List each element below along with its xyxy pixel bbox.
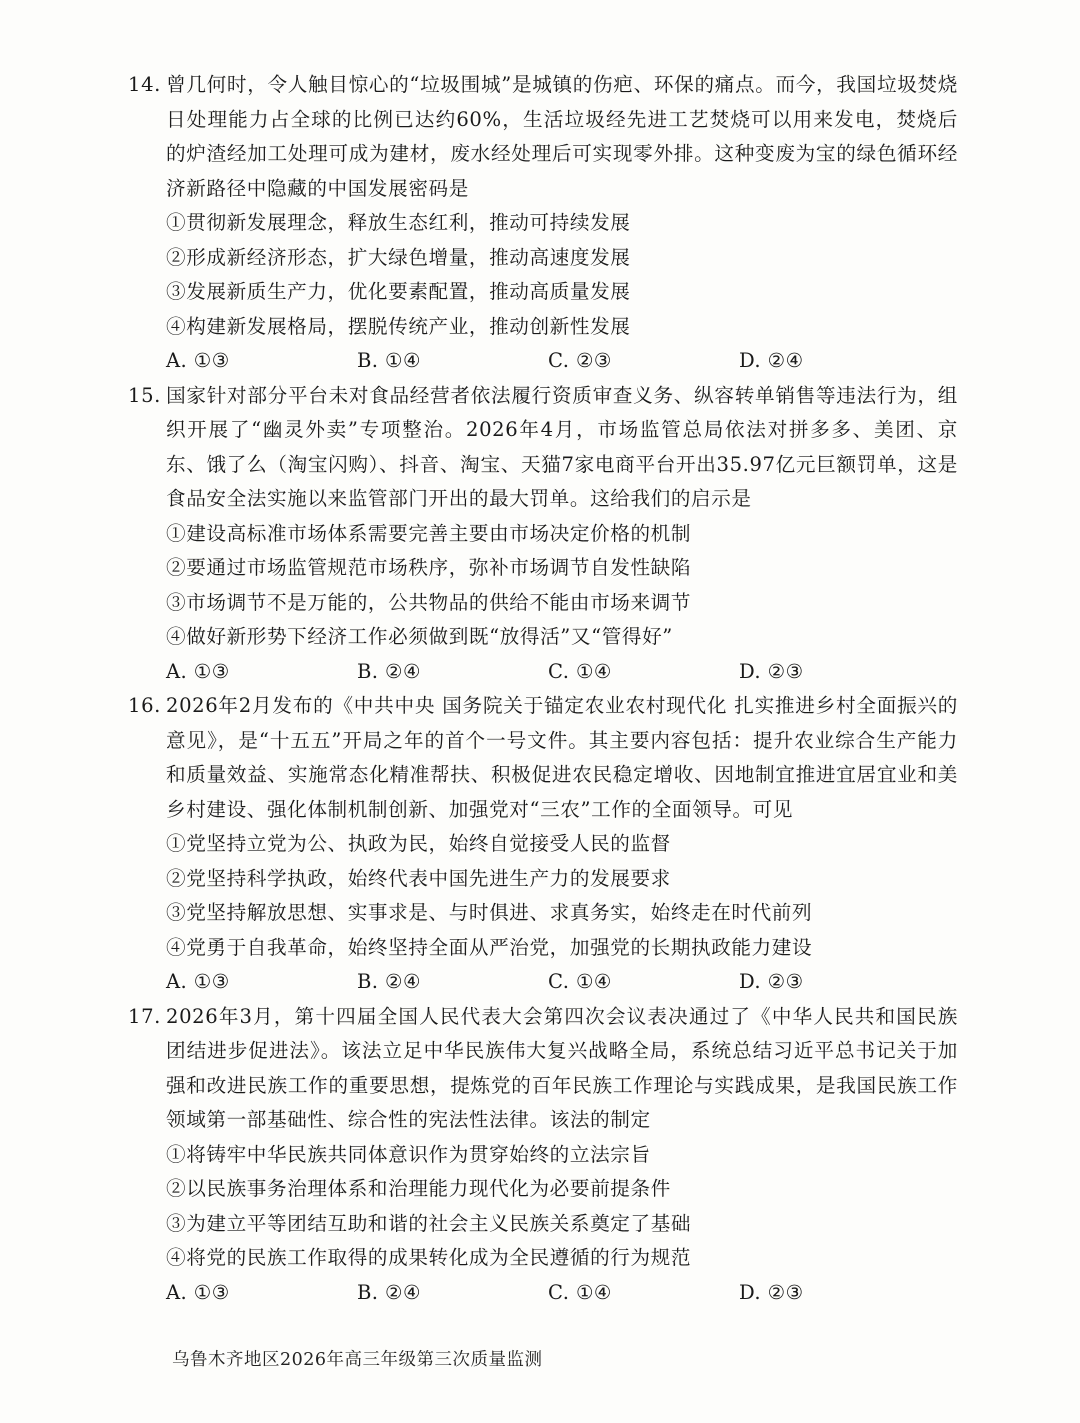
option-a: A. ①③: [166, 970, 230, 993]
question-number: 17.: [128, 1004, 161, 1028]
statement-3: ③市场调节不是万能的，公共物品的供给不能由市场来调节: [166, 590, 692, 614]
option-b: B. ②④: [357, 659, 421, 683]
question-16: [128, 689, 958, 1000]
statement-3: ③党坚持解放思想、实事求是、与时俱进、求真务实，始终走在时代前列: [166, 901, 813, 924]
statement-2: ②以民族事务治理体系和治理能力现代化为必要前提条件: [166, 1177, 671, 1200]
question-stem: [128, 1000, 958, 1138]
statement-4: ④党勇于自我革命，始终坚持全面从严治党，加强党的长期执政能力建设: [166, 935, 813, 959]
question-stem: [128, 689, 958, 827]
option-d: D. ②③: [739, 659, 804, 683]
option-d: D. ②④: [739, 349, 804, 372]
option-b: B. ②④: [357, 1280, 421, 1304]
option-b: B. ①④: [357, 349, 421, 372]
option-d: D. ②③: [739, 970, 804, 993]
statement-2: ②形成新经济形态，扩大绿色增量，推动高速度发展: [166, 245, 631, 269]
question-text: 2026年2月发布的《中共中央 国务院关于锚定农业农村现代化 扎实推进乡村全面振兴的意见》，是“十五五”开局之年的首个一号文件。其主要内容包括：提升农业综合生产能力和质量效益、实施常态化精准帮扶、积极促进农民稳定增收、因地制宜推进宜居宜业和美乡村建设、强化体制机制创新、加强党对“三农”工作的全面领导。可见: [166, 694, 958, 821]
question-17: [128, 1000, 958, 1311]
option-c: C. ①④: [548, 659, 612, 683]
statement-3: ③发展新质生产力，优化要素配置，推动高质量发展: [166, 280, 631, 303]
statement-4: ④将党的民族工作取得的成果转化成为全民遵循的行为规范: [166, 1246, 692, 1269]
statement-2: ②要通过市场监管规范市场秩序，弥补市场调节自发性缺陷: [166, 556, 692, 579]
question-text: 国家针对部分平台未对食品经营者依法履行资质审查义务、纵容转单销售等违法行为，组织开展了“幽灵外卖”专项整治。2026年4月，市场监管总局依法对拼多多、美团、京东、饿了么（淘宝闪购）、抖音、淘宝、天猫7家电商平台开出35.97亿元巨额罚单，这是食品安全法实施以来监管部门开出的最大罚单。这给我们的启示是: [166, 383, 958, 510]
answer-options: [128, 344, 958, 379]
question-text: 曾几何时，令人触目惊心的“垃圾围城”是城镇的伤疤、环保的痛点。而今，我国垃圾焚烧日处理能力占全球的比例已达约60%，生活垃圾经先进工艺焚烧可以用来发电，焚烧后的炉渣经加工处理可成为建材，废水经处理后可实现零外排。这种变废为宝的绿色循环经济新路径中隐藏的中国发展密码是: [166, 73, 958, 200]
question-15: [128, 379, 958, 690]
option-a: A. ①③: [166, 659, 230, 683]
statement-list: [128, 1138, 958, 1276]
question-stem: [128, 68, 958, 206]
page-footer: 乌鲁木齐地区2026年高三年级第三次质量监测: [172, 1350, 543, 1370]
statement-1: ①将铸牢中华民族共同体意识作为贯穿始终的立法宗旨: [166, 1142, 651, 1166]
statement-list: [128, 517, 958, 655]
statement-list: [128, 206, 958, 344]
statement-1: ①建设高标准市场体系需要完善主要由市场决定价格的机制: [166, 521, 692, 545]
statement-3: ③为建立平等团结互助和谐的社会主义民族关系奠定了基础: [166, 1211, 692, 1235]
question-number: 14.: [128, 73, 161, 96]
answer-options: [128, 965, 958, 1000]
question-number: 16.: [128, 694, 161, 717]
question-14: [128, 68, 958, 379]
option-b: B. ②④: [357, 970, 421, 993]
question-text: 2026年3月，第十四届全国人民代表大会第四次会议表决通过了《中华人民共和国民族团结进步促进法》。该法立足中华民族伟大复兴战略全局，系统总结习近平总书记关于加强和改进民族工作的重要思想，提炼党的百年民族工作理论与实践成果，是我国民族工作领域第一部基础性、综合性的宪法性法律。该法的制定: [166, 1004, 958, 1131]
question-number: 15.: [128, 383, 161, 407]
option-a: A. ①③: [166, 349, 230, 372]
answer-options: [128, 655, 958, 690]
option-a: A. ①③: [166, 1280, 230, 1304]
statement-list: [128, 827, 958, 965]
statement-2: ②党坚持科学执政，始终代表中国先进生产力的发展要求: [166, 866, 671, 890]
statement-1: ①党坚持立党为公、执政为民，始终自觉接受人民的监督: [166, 832, 671, 855]
question-stem: [128, 379, 958, 517]
option-c: C. ①④: [548, 970, 612, 993]
option-d: D. ②③: [739, 1280, 804, 1304]
answer-options: [128, 1276, 958, 1311]
statement-1: ①贯彻新发展理念，释放生态红利，推动可持续发展: [166, 211, 631, 234]
option-c: C. ②③: [548, 349, 612, 372]
option-c: C. ①④: [548, 1280, 612, 1304]
statement-4: ④构建新发展格局，摆脱传统产业，推动创新性发展: [166, 314, 631, 338]
statement-4: ④做好新形势下经济工作必须做到既“放得活”又“管得好”: [166, 625, 673, 648]
questions-container: [128, 68, 958, 1310]
